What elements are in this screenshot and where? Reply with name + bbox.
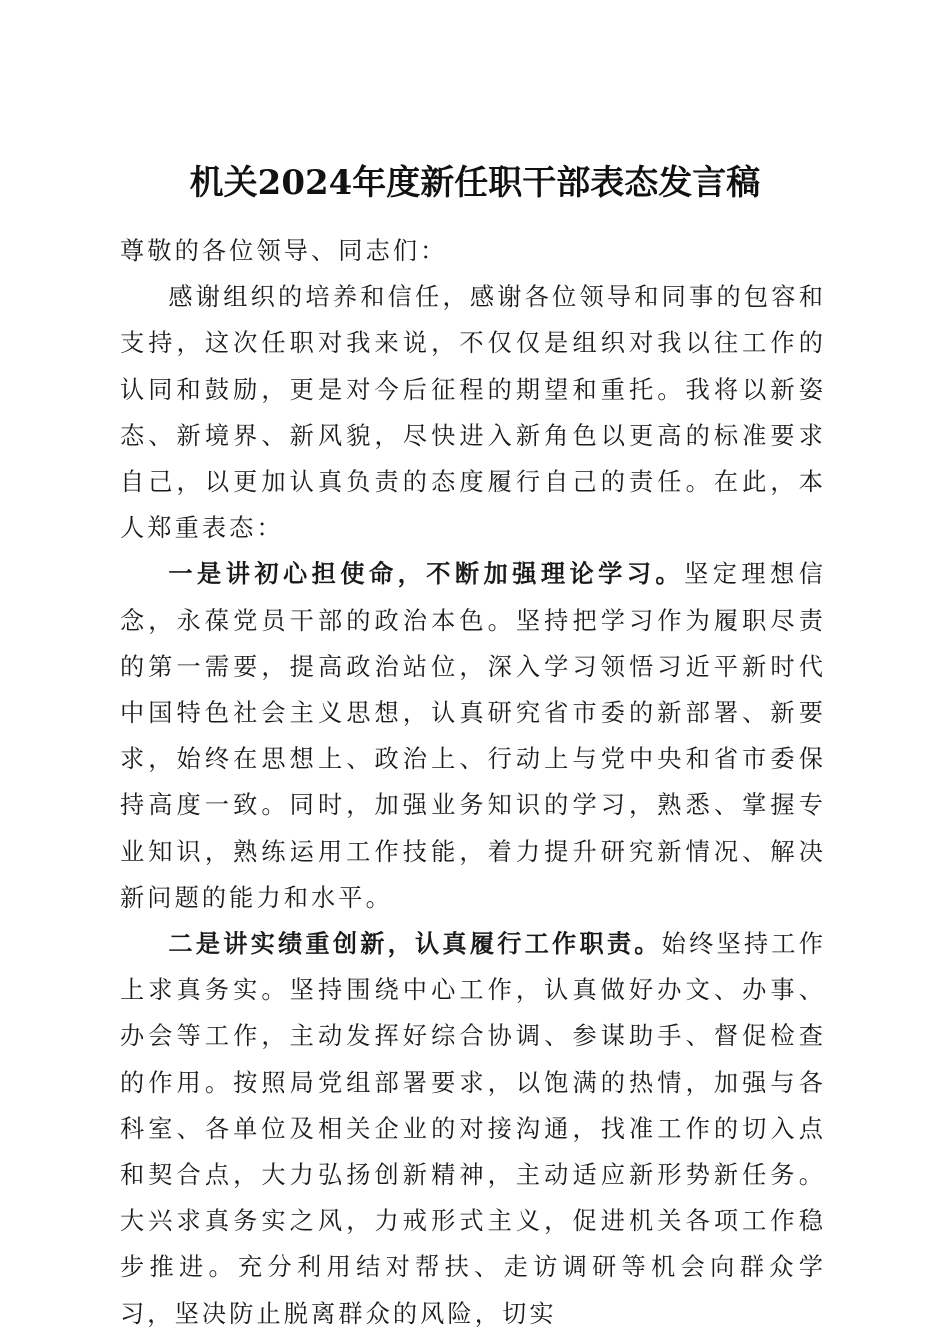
paragraph-intro-text: 感谢组织的培养和信任，感谢各位领导和同事的包容和支持，这次任职对我来说，不仅仅是组织对我以往工作的认同和鼓励，更是对今后征程的期望和重托。我将以新姿态、新境界、新风貌，尽快进入新角色以更高的标准要求自己，以更加认真负责的态度履行自己的责任。在此，本人郑重表态： <box>120 283 826 543</box>
paragraph-point-one-lead: 一是讲初心担使命，不断加强理论学习。 <box>168 559 685 589</box>
paragraph-point-two-lead: 二是讲实绩重创新，认真履行工作职责。 <box>168 929 662 959</box>
paragraph-point-two-text: 始终坚持工作上求真务实。坚持围绕中心工作，认真做好办文、办事、办会等工作，主动发挥好综合协调、参谋助手、督促检查的作用。按照局党组部署要求，以饱满的热情，加强与各科室、各单位及相关企业的对接沟通，找准工作的切入点和契合点，大力弘扬创新精神，主动适应新形势新任务。大兴求真务实之风，力戒形式主义，促进机关各项工作稳步推进。充分利用结对帮扶、走访调研等机会向群众学习，坚决防止脱离群众的风险，切实 <box>120 930 826 1328</box>
salutation: 尊敬的各位领导、同志们： <box>120 237 448 265</box>
paragraph-intro <box>120 274 826 551</box>
paragraph-point-one-text: 坚定理想信念，永葆党员干部的政治本色。坚持把学习作为履职尽责的第一需要，提高政治站位，深入学习领悟习近平新时代中国特色社会主义思想，认真研究省市委的新部署、新要求，始终在思想上、政治上、行动上与党中央和省市委保持高度一致。同时，加强业务知识的学习，熟悉、掌握专业知识，熟练运用工作技能，着力提升研究新情况、解决新问题的能力和水平。 <box>120 560 826 912</box>
document-title: 机关2024年度新任职干部表态发言稿 <box>189 162 761 203</box>
paragraph-point-two <box>120 921 826 1337</box>
paragraph-point-one <box>120 551 826 921</box>
document-body <box>120 228 826 1337</box>
